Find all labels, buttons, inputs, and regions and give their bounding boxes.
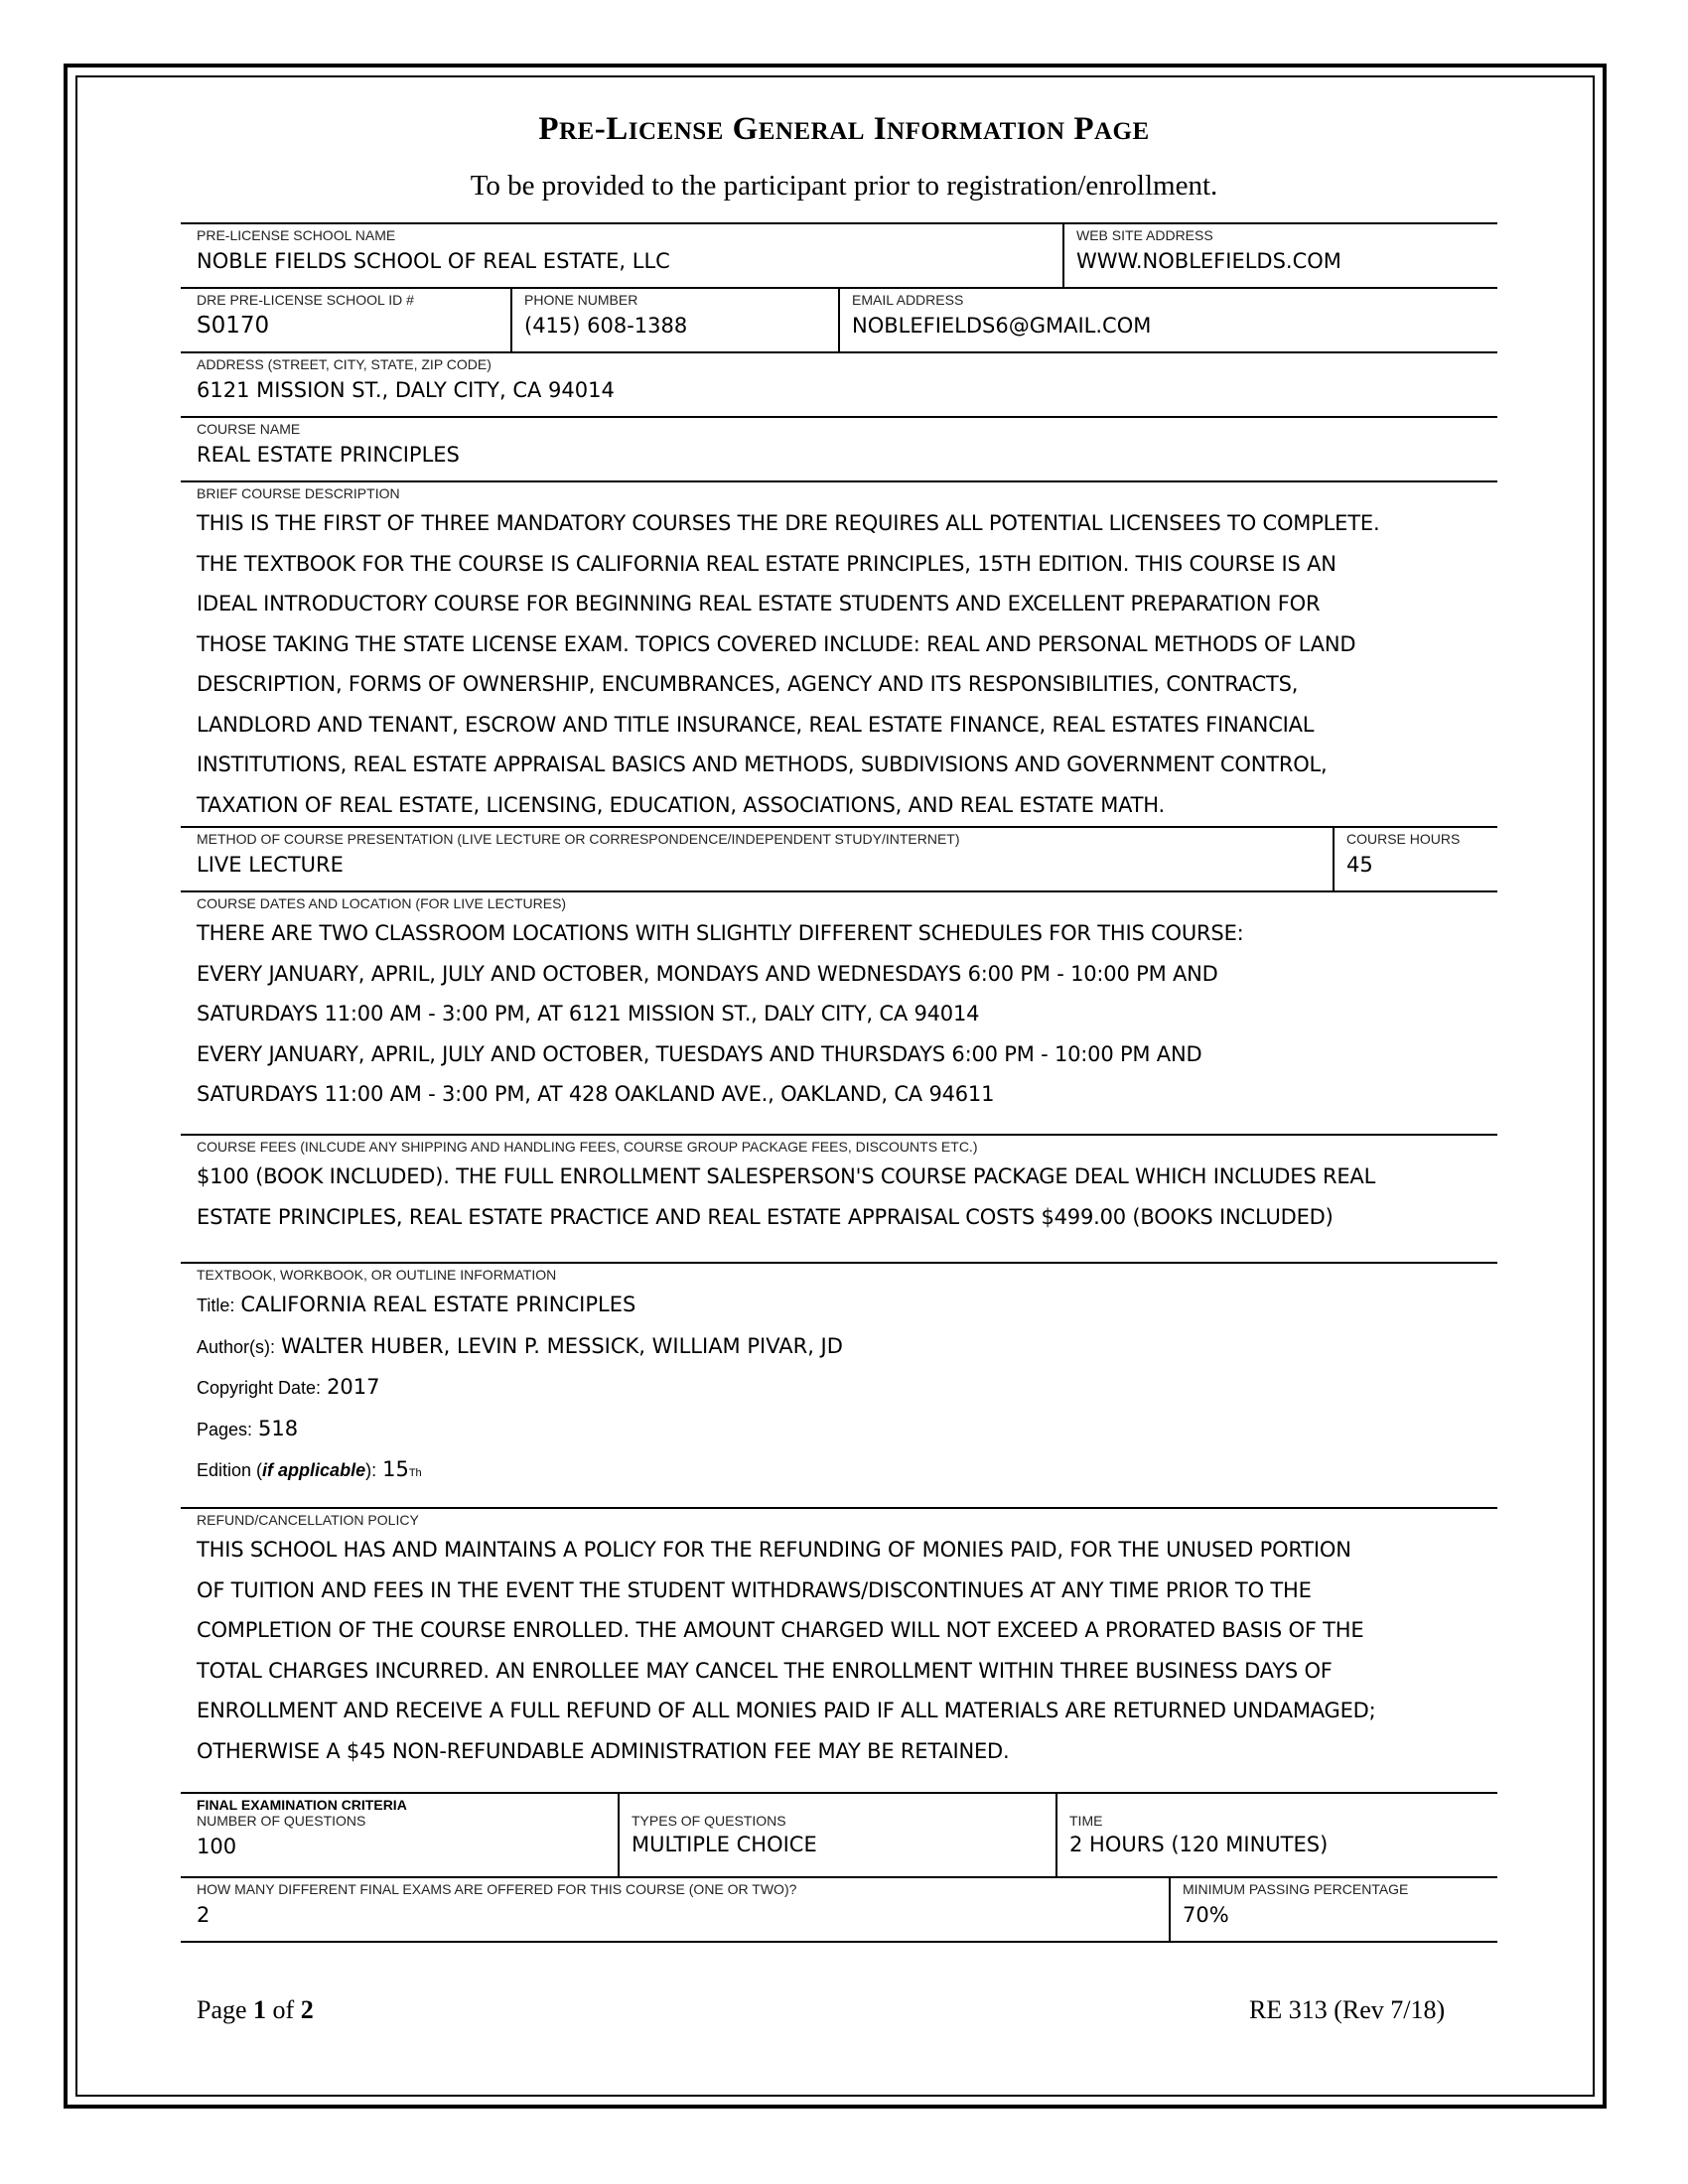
exam-time-field[interactable] xyxy=(1055,1794,1497,1876)
phone-value: (415) 608-1388 xyxy=(524,314,688,338)
course-dates-label: COURSE DATES AND LOCATION (FOR LIVE LECTURES) xyxy=(197,895,567,911)
refund-policy-field[interactable] xyxy=(181,1509,1497,1792)
row-exam-criteria xyxy=(181,1792,1497,1876)
course-fees-label: COURSE FEES (INLCUDE ANY SHIPPING AND HANDLING FEES, COURSE GROUP PACKAGE FEES, DISCOUNTS ETC.) xyxy=(197,1139,978,1155)
exam-types-label: TYPES OF QUESTIONS xyxy=(632,1813,786,1829)
form-title: PRE-LICENSE GENERAL INFORMATION PAGE xyxy=(538,111,1150,147)
school-id-label: DRE PRE-LICENSE SCHOOL ID # xyxy=(197,292,414,308)
row-course-name xyxy=(181,416,1497,480)
exam-count-label: HOW MANY DIFFERENT FINAL EXAMS ARE OFFERED FOR THIS COURSE (ONE OR TWO)? xyxy=(197,1881,797,1897)
school-id-field[interactable] xyxy=(181,289,510,351)
course-description-value: THIS IS THE FIRST OF THREE MANDATORY COURSES THE DRE REQUIRES ALL POTENTIAL LICENSEES TO COMPLETE. THE TEXTBOOK FOR THE COURSE IS CALIFORNIA REAL ESTATE PRINCIPLES, 15TH EDITION. THIS COURSE IS AN IDEAL INTRODUCTORY COURSE FOR BEGINNING REAL ESTATE STUDENTS AND EXCELLENT PREPARATION FOR THOSE TAKING THE STATE LICENSE EXAM. TOPICS COVERED INCLUDE: REAL AND PERSONAL METHODS OF LAND DESCRIPTION, FORMS OF OWNERSHIP, ENCUMBRANCES, AGENCY AND ITS RESPONSIBILITIES, CONTRACTS, LANDLORD AND TENANT, ESCROW AND TITLE INSURANCE, REAL ESTATE FINANCE, REAL ESTATES FINANCIAL INSTITUTIONS, REAL ESTATE APPRAISAL BASICS AND METHODS, SUBDIVISIONS AND GOVERNMENT CONTROL, TAXATION OF REAL ESTATE, LICENSING, EDUCATION, ASSOCIATIONS, AND REAL ESTATE MATH. xyxy=(197,511,1380,817)
exam-time-label: TIME xyxy=(1069,1813,1103,1829)
hours-label: COURSE HOURS xyxy=(1346,831,1461,847)
course-dates-field[interactable] xyxy=(181,892,1497,1134)
course-name-value: REAL ESTATE PRINCIPLES xyxy=(197,443,460,467)
school-name-value: NOBLE FIELDS SCHOOL OF REAL ESTATE, LLC xyxy=(197,249,670,273)
min-passing-label: MINIMUM PASSING PERCENTAGE xyxy=(1183,1881,1409,1897)
textbook-authors: Author(s): WALTER HUBER, LEVIN P. MESSICK, WILLIAM PIVAR, JD xyxy=(197,1333,843,1358)
email-label: EMAIL ADDRESS xyxy=(852,292,964,308)
course-name-label: COURSE NAME xyxy=(197,421,301,437)
form-bottom-rule xyxy=(181,1941,1497,1943)
address-value: 6121 MISSION ST., DALY CITY, CA 94014 xyxy=(197,378,615,402)
textbook-label: TEXTBOOK, WORKBOOK, OR OUTLINE INFORMATION xyxy=(197,1267,557,1283)
row-address xyxy=(181,351,1497,416)
method-label: METHOD OF COURSE PRESENTATION (LIVE LECTURE OR CORRESPONDENCE/INDEPENDENT STUDY/INTERNET) xyxy=(197,831,960,847)
row-refund-policy xyxy=(181,1507,1497,1792)
course-description-label: BRIEF COURSE DESCRIPTION xyxy=(197,485,400,501)
hours-field[interactable] xyxy=(1333,828,1497,890)
method-value: LIVE LECTURE xyxy=(197,853,344,877)
email-field[interactable] xyxy=(838,289,1497,351)
textbook-title: Title: CALIFORNIA REAL ESTATE PRINCIPLES xyxy=(197,1293,636,1316)
phone-field[interactable] xyxy=(510,289,838,351)
website-value: WWW.NOBLEFIELDS.COM xyxy=(1076,249,1341,273)
course-dates-value: THERE ARE TWO CLASSROOM LOCATIONS WITH SLIGHTLY DIFFERENT SCHEDULES FOR THIS COURSE: EVERY JANUARY, APRIL, JULY AND OCTOBER, MONDAYS AND WEDNESDAYS 6:00 PM - 10:00 PM AND SATURDAYS 11:00 AM - 3:00 PM, AT 6121 MISSION ST., DALY CITY, CA 94014 EVERY JANUARY, APRIL, JULY AND OCTOBER, TUESDAYS AND THURSDAYS 6:00 PM - 10:00 PM AND SATURDAYS 11:00 AM - 3:00 PM, AT 428 OAKLAND AVE., OAKLAND, CA 94611 xyxy=(197,921,1244,1106)
row-course-dates xyxy=(181,890,1497,1134)
school-name-label: PRE-LICENSE SCHOOL NAME xyxy=(197,227,396,243)
exam-types-value: MULTIPLE CHOICE xyxy=(632,1833,817,1856)
row-course-description xyxy=(181,480,1497,826)
info-form xyxy=(181,222,1497,1943)
email-value: NOBLEFIELDS6@GMAIL.COM xyxy=(852,314,1152,338)
exam-questions-field[interactable] xyxy=(181,1794,618,1876)
row-method-hours xyxy=(181,826,1497,890)
address-label: ADDRESS (STREET, CITY, STATE, ZIP CODE) xyxy=(197,356,492,372)
row-school-name xyxy=(181,222,1497,287)
exam-types-field[interactable] xyxy=(618,1794,1055,1876)
textbook-copyright: Copyright Date: 2017 xyxy=(197,1375,380,1399)
course-fees-value: $100 (BOOK INCLUDED). THE FULL ENROLLMENT SALESPERSON'S COURSE PACKAGE DEAL WHICH INCLUDES REAL ESTATE PRINCIPLES, REAL ESTATE PRACTICE AND REAL ESTATE APPRAISAL COSTS $499.00 (BOOKS INCLUDED) xyxy=(197,1164,1376,1229)
min-passing-value: 70% xyxy=(1183,1903,1229,1927)
website-label: WEB SITE ADDRESS xyxy=(1076,227,1213,243)
exam-criteria-header: FINAL EXAMINATION CRITERIA xyxy=(197,1797,407,1813)
exam-count-value: 2 xyxy=(197,1903,211,1927)
textbook-field[interactable] xyxy=(181,1264,1497,1507)
min-passing-field[interactable] xyxy=(1169,1878,1497,1941)
address-field[interactable] xyxy=(181,353,1497,416)
exam-time-value: 2 HOURS (120 MINUTES) xyxy=(1069,1833,1329,1856)
row-exam-count xyxy=(181,1876,1497,1941)
website-field[interactable] xyxy=(1062,224,1497,287)
refund-policy-label: REFUND/CANCELLATION POLICY xyxy=(197,1512,419,1528)
form-subtitle: To be provided to the participant prior to registration/enrollment. xyxy=(470,170,1218,202)
row-course-fees xyxy=(181,1134,1497,1262)
course-name-field[interactable] xyxy=(181,418,1497,480)
row-school-contact xyxy=(181,287,1497,351)
textbook-edition: Edition (if applicable): 15 $_{Th}$ xyxy=(197,1457,422,1481)
phone-label: PHONE NUMBER xyxy=(524,292,638,308)
school-id-value: S0170 xyxy=(197,313,270,339)
exam-questions-label: NUMBER OF QUESTIONS xyxy=(197,1813,366,1829)
exam-questions-value: 100 xyxy=(197,1835,237,1858)
course-fees-field[interactable] xyxy=(181,1136,1497,1262)
school-name-field[interactable] xyxy=(181,224,1062,287)
course-description-field[interactable] xyxy=(181,482,1497,826)
hours-value: 45 xyxy=(1346,853,1373,877)
row-textbook xyxy=(181,1262,1497,1507)
page-number: Page 1 of 2 xyxy=(197,1995,314,2024)
exam-count-field[interactable] xyxy=(181,1878,1169,1941)
textbook-pages: Pages: 518 xyxy=(197,1416,299,1440)
form-id: RE 313 (Rev 7/18) xyxy=(1249,1995,1446,2024)
refund-policy-value: THIS SCHOOL HAS AND MAINTAINS A POLICY FOR THE REFUNDING OF MONIES PAID, FOR THE UNUSED PORTION OF TUITION AND FEES IN THE EVENT THE STUDENT WITHDRAWS/DISCONTINUES AT ANY TIME PRIOR TO THE COMPLETION OF THE COURSE ENROLLED. THE AMOUNT CHARGED WILL NOT EXCEED A PRORATED BASIS OF THE TOTAL CHARGES INCURRED. AN ENROLLEE MAY CANCEL THE ENROLLMENT WITHIN THREE BUSINESS DAYS OF ENROLLMENT AND RECEIVE A FULL REFUND OF ALL MONIES PAID IF ALL MATERIALS ARE RETURNED UNDAMAGED; OTHERWISE A $45 NON-REFUNDABLE ADMINISTRATION FEE MAY BE RETAINED. xyxy=(197,1538,1376,1763)
method-field[interactable] xyxy=(181,828,1333,890)
